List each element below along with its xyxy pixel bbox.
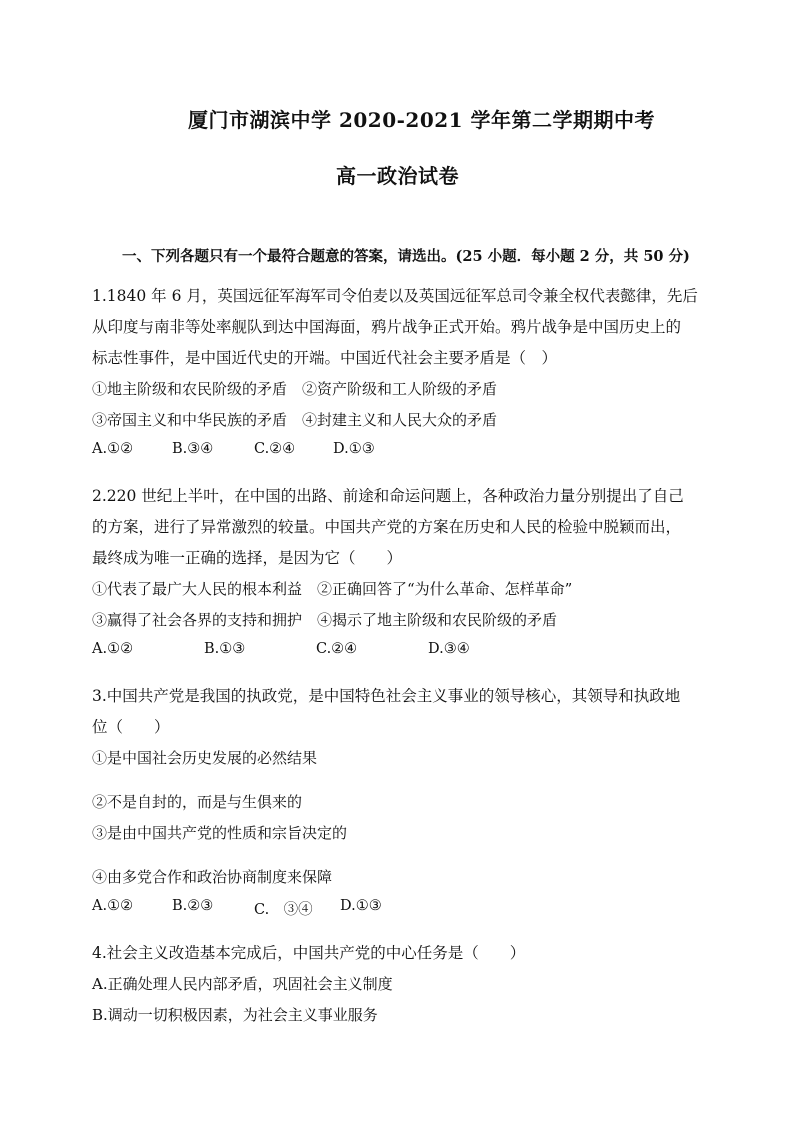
choice-b: B.①③ [204, 641, 246, 657]
choice-d: D.③④ [428, 641, 470, 657]
question-text-line: 1.1840 年 6 月，英国远征军海军司令伯麦以及英国远征军总司令兼全权代表懿律，先后 [92, 287, 698, 305]
statement-line: ③帝国主义和中华民族的矛盾 ④封建主义和人民大众的矛盾 [92, 411, 498, 429]
exam-title: 厦门市湖滨中学 2020-2021 学年第二学期期中考 [188, 108, 656, 132]
question-text-line: 最终成为唯一正确的选择，是因为它（ ） [92, 549, 403, 567]
choice-b: B.③④ [172, 441, 214, 457]
statement-line: ①是中国社会历史发展的必然结果 [92, 749, 318, 767]
choice-a: A.①② [92, 898, 134, 914]
statement-line: ②不是自封的，而是与生俱来的 [92, 793, 303, 811]
question-text-line: 标志性事件，是中国近代史的开端。中国近代社会主要矛盾是（ ） [92, 349, 558, 367]
choice-b: B.调动一切积极因素，为社会主义事业服务 [92, 1006, 378, 1024]
question-text-line: 位（ ） [92, 718, 170, 736]
choice-d: D.①③ [340, 898, 382, 914]
choice-c: C. ③④ [254, 902, 313, 918]
question-text-line: 的方案，进行了异常激烈的较量。中国共产党的方案在历史和人民的检验中脱颖而出， [92, 518, 682, 536]
statement-line: ③赢得了社会各界的支持和拥护 ④揭示了地主阶级和农民阶级的矛盾 [92, 611, 558, 629]
choice-c: C.②④ [254, 441, 296, 457]
question-text-line: 从印度与南非等处率舰队到达中国海面，鸦片战争正式开始。鸦片战争是中国历史上的 [92, 318, 682, 336]
statement-line: ①代表了最广大人民的根本利益 ②正确回答了“为什么革命、怎样革命” [92, 580, 573, 598]
question-text-line: 2.220 世纪上半叶，在中国的出路、前途和命运问题上，各种政治力量分别提出了自己 [92, 487, 684, 505]
statement-line: ①地主阶级和农民阶级的矛盾 ②资产阶级和工人阶级的矛盾 [92, 380, 498, 398]
statement-line: ③是由中国共产党的性质和宗旨决定的 [92, 824, 348, 842]
exam-subtitle: 高一政治试卷 [336, 164, 459, 188]
choice-a: A.①② [92, 641, 134, 657]
question-text-line: 4.社会主义改造基本完成后，中国共产党的中心任务是（ ） [92, 944, 526, 962]
choice-a: A.①② [92, 441, 134, 457]
choice-a: A.正确处理人民内部矛盾，巩固社会主义制度 [92, 975, 393, 993]
choice-d: D.①③ [333, 441, 375, 457]
statement-line: ④由多党合作和政治协商制度来保障 [92, 868, 333, 886]
choice-c: C.②④ [316, 641, 358, 657]
section-heading: 一、下列各题只有一个最符合题意的答案，请选出。(25 小题．每小题 2 分，共 50 分) [122, 248, 690, 265]
question-text-line: 3.中国共产党是我国的执政党，是中国特色社会主义事业的领导核心，其领导和执政地 [92, 687, 681, 705]
choice-b: B.②③ [172, 898, 214, 914]
